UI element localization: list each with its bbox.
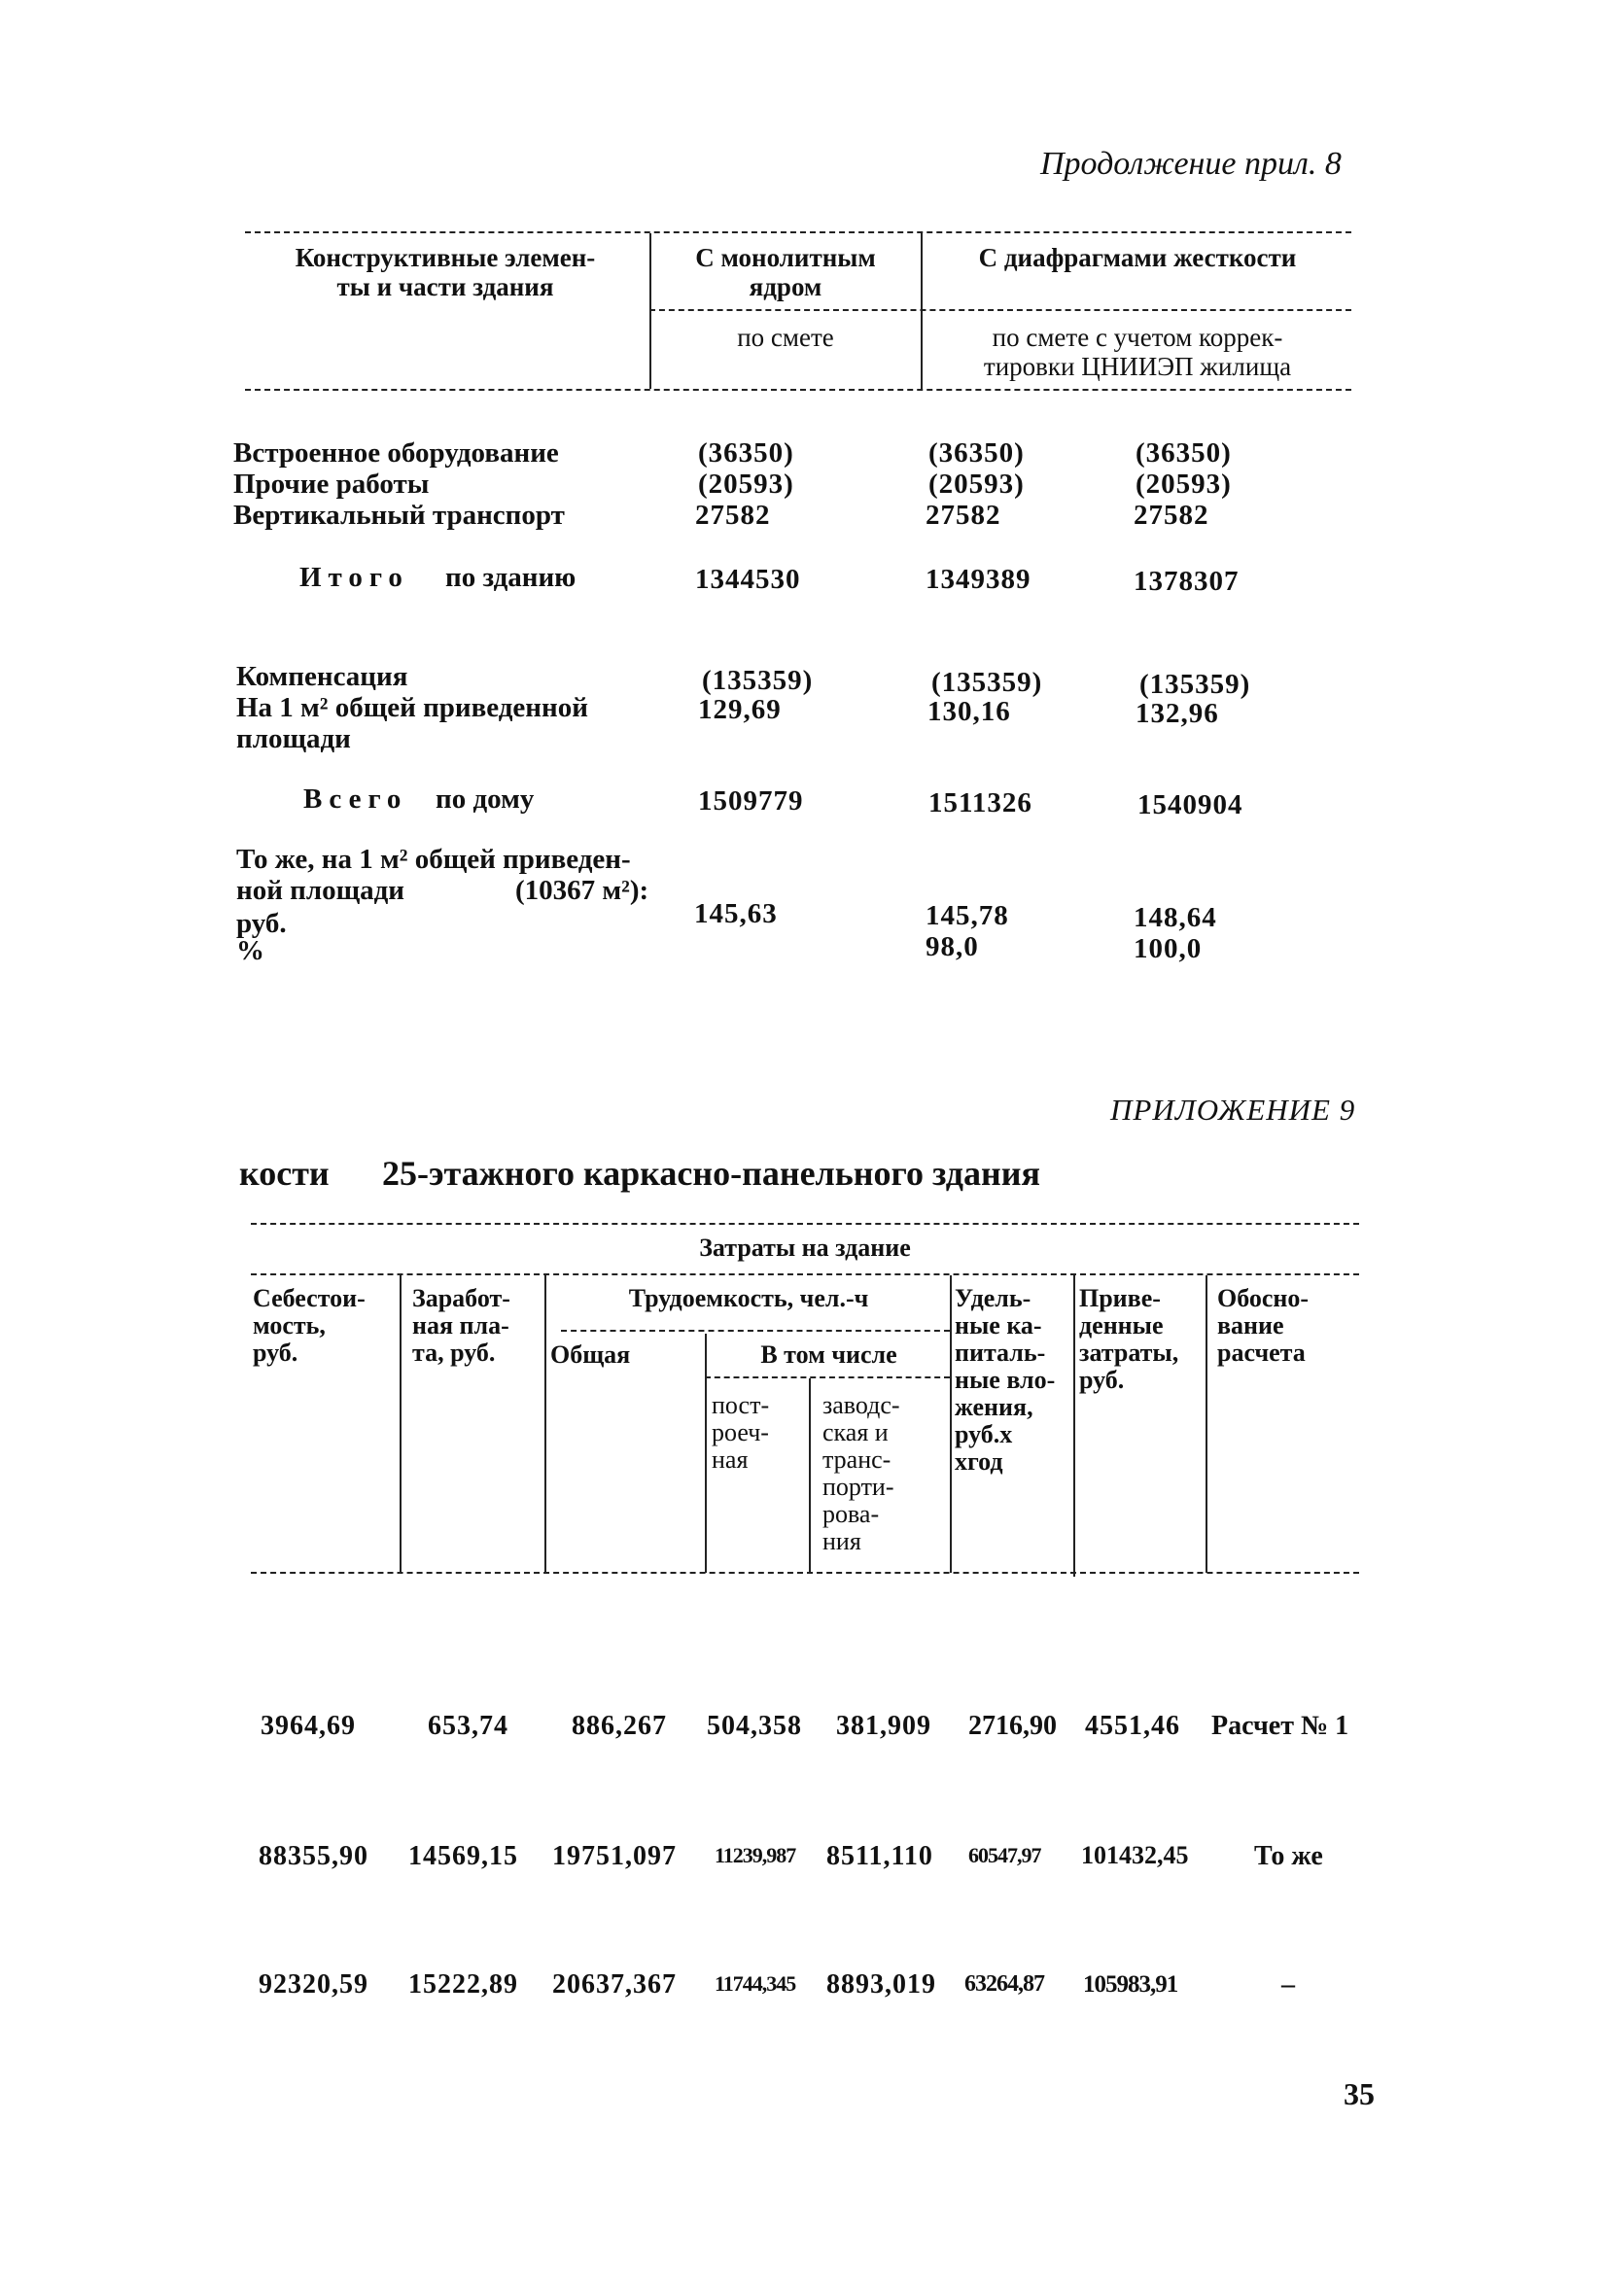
table2-super-header-rule — [251, 1273, 1359, 1275]
table2-divider — [544, 1275, 546, 1573]
cell-factory: 8893,019 — [826, 1969, 936, 2000]
total-house-label: Всего — [303, 783, 408, 815]
header-cost: Себестои- мость, руб. — [253, 1284, 366, 1367]
table2-incl-rule — [705, 1376, 950, 1378]
header-reduced: Приве- денные затраты, руб. — [1079, 1284, 1179, 1394]
table2-super-header: Затраты на здание — [699, 1234, 911, 1262]
unit-rub: руб. — [236, 908, 287, 939]
header-factory: заводс- ская и транс- порти- рова- ния — [822, 1391, 900, 1555]
cell-factory: 8511,110 — [826, 1841, 933, 1871]
table1-top-rule — [245, 231, 1351, 233]
rub-value: 145,63 — [694, 898, 778, 929]
total-house-value: 1509779 — [698, 785, 804, 817]
rub-value: 148,64 — [1134, 902, 1217, 933]
row-value: (20593) — [928, 469, 1025, 500]
cell-cost: 92320,59 — [259, 1969, 368, 2000]
cell-cost: 3964,69 — [261, 1711, 356, 1741]
table2-top-rule — [251, 1223, 1359, 1225]
row-value: (36350) — [1136, 437, 1232, 469]
table1-col-divider-1 — [649, 233, 651, 389]
row-label: Прочие работы — [233, 469, 430, 500]
row-label: Вертикальный транспорт — [233, 500, 565, 531]
row-value: (20593) — [698, 469, 794, 500]
unit-percent: % — [236, 935, 264, 966]
compensation-value: (135359) — [1139, 669, 1251, 700]
cell-basis: – — [1281, 1969, 1295, 2000]
per-m2-label: площади — [236, 723, 351, 754]
same-per-m2-area: (10367 м²): — [515, 875, 649, 906]
cell-reduced: 4551,46 — [1085, 1711, 1180, 1741]
table1-subheader-corrected: по смете с учетом коррек- тировки ЦНИИЭП жилища — [983, 323, 1292, 381]
rub-value: 145,78 — [926, 900, 1009, 931]
total-house-label-rest: по дому — [436, 783, 535, 815]
per-m2-value: 129,69 — [698, 694, 782, 725]
cell-labor-total: 20637,367 — [552, 1969, 677, 2000]
cell-labor-total: 19751,097 — [552, 1841, 677, 1871]
row-value: 27582 — [695, 500, 771, 531]
table2-divider — [1206, 1275, 1207, 1573]
page-title: Продолжение прил. 8 — [1040, 146, 1342, 182]
compensation-value: (135359) — [931, 667, 1043, 698]
percent-value: 98,0 — [926, 931, 979, 962]
table1-col-divider-2 — [921, 233, 923, 389]
table2-header-bottom-rule — [251, 1572, 1359, 1574]
cell-wage: 15222,89 — [408, 1969, 518, 2000]
cell-reduced: 105983,91 — [1083, 1971, 1178, 1998]
row-value: (36350) — [928, 437, 1025, 469]
total-label: Итого — [299, 562, 409, 593]
compensation-value: (135359) — [702, 665, 814, 696]
table1-subheader-rule — [649, 309, 1351, 311]
per-m2-value: 132,96 — [1136, 698, 1219, 729]
cell-factory: 381,909 — [836, 1711, 931, 1741]
header-including: В том числе — [760, 1340, 897, 1369]
header-capital: Удель- ные ка- питаль- ные вло- жения, руб.х хгод — [955, 1284, 1056, 1476]
cell-basis: Расчет № 1 — [1211, 1711, 1349, 1741]
per-m2-value: 130,16 — [927, 696, 1011, 727]
table2-divider — [705, 1334, 707, 1573]
header-site: пост- роеч- ная — [712, 1391, 770, 1474]
row-label: Встроенное оборудование — [233, 437, 559, 469]
table1-header-bottom-rule — [245, 389, 1351, 391]
table1-header-elements: Конструктивные элемен- ты и части здания — [295, 243, 596, 301]
row-value: (20593) — [1136, 469, 1232, 500]
table1-header-monolith: С монолитным ядром — [695, 243, 876, 301]
total-value: 1344530 — [695, 564, 801, 595]
appendix-heading: 25-этажного каркасно-панельного здания — [382, 1154, 1040, 1193]
table1-subheader-estimate: по смете — [737, 323, 834, 352]
table1-header-diaphragm: С диафрагмами жесткости — [978, 243, 1297, 272]
cell-wage: 653,74 — [428, 1711, 508, 1741]
cell-wage: 14569,15 — [408, 1841, 518, 1871]
table2-divider — [1073, 1275, 1075, 1577]
total-house-value: 1540904 — [1137, 789, 1243, 820]
same-per-m2-label: То же, на 1 м² общей приведен- — [236, 844, 631, 875]
cell-cost: 88355,90 — [259, 1841, 368, 1871]
cell-capital: 63264,87 — [964, 1971, 1044, 1997]
row-value: (36350) — [698, 437, 794, 469]
table2-labor-rule — [561, 1330, 950, 1332]
compensation-label: Компенсация — [236, 661, 408, 692]
cell-capital: 2716,90 — [968, 1711, 1057, 1741]
total-house-value: 1511326 — [928, 787, 1032, 818]
total-value: 1349389 — [926, 564, 1031, 595]
total-value: 1378307 — [1134, 566, 1240, 597]
row-value: 27582 — [926, 500, 1001, 531]
header-basis: Обосно- вание расчета — [1217, 1284, 1310, 1367]
table2-divider — [809, 1378, 811, 1573]
header-labor: Трудоемкость, чел.-ч — [628, 1284, 869, 1312]
per-m2-label: На 1 м² общей приведенной — [236, 692, 588, 723]
appendix-title: ПРИЛОЖЕНИЕ 9 — [1110, 1093, 1356, 1127]
same-per-m2-label: ной площади — [236, 875, 405, 906]
percent-value: 100,0 — [1134, 933, 1203, 964]
cell-site: 11744,345 — [715, 1971, 796, 1996]
table2-divider — [400, 1275, 402, 1573]
cell-site: 11239,987 — [715, 1843, 796, 1867]
appendix-heading-left: кости — [239, 1154, 330, 1193]
header-wage: Заработ- ная пла- та, руб. — [412, 1284, 510, 1367]
cell-labor-total: 886,267 — [572, 1711, 667, 1741]
page-number: 35 — [1344, 2076, 1375, 2111]
cell-site: 504,358 — [707, 1711, 802, 1741]
header-labor-total: Общая — [550, 1340, 631, 1369]
cell-basis: То же — [1254, 1841, 1323, 1871]
row-value: 27582 — [1134, 500, 1209, 531]
table2-divider — [950, 1275, 952, 1573]
cell-capital: 60547,97 — [968, 1843, 1041, 1867]
total-label-rest: по зданию — [445, 562, 577, 593]
cell-reduced: 101432,45 — [1081, 1841, 1189, 1869]
